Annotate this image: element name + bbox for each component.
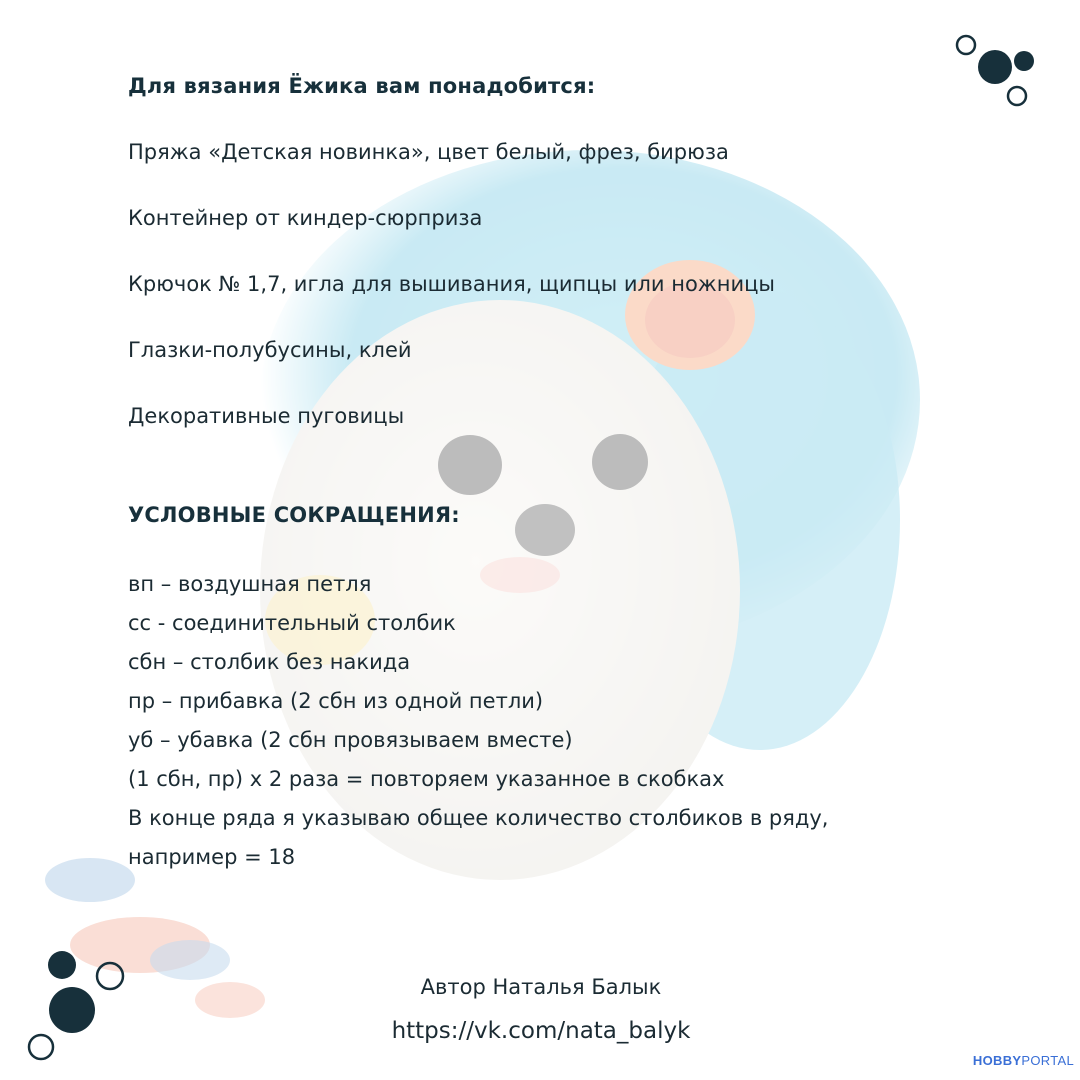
abbreviations-heading: УСЛОВНЫЕ СОКРАЩЕНИЯ: bbox=[128, 503, 460, 527]
abbreviation-item: например = 18 bbox=[128, 845, 296, 869]
materials-item-tools: Крючок № 1,7, игла для вышивания, щипцы или ножницы bbox=[128, 272, 775, 296]
abbreviation-item: сс - соединительный столбик bbox=[128, 611, 456, 635]
decorative-dots-bottom bbox=[22, 945, 132, 1070]
author-link[interactable] bbox=[0, 1018, 1080, 1044]
materials-item-yarn: Пряжа «Детская новинка», цвет белый, фрез, бирюза bbox=[128, 140, 729, 164]
abbreviation-item: сбн – столбик без накида bbox=[128, 650, 411, 674]
author-link-text[interactable]: https://vk.com/nata_balyk bbox=[391, 1018, 691, 1044]
abbreviation-item: пр – прибавка (2 сбн из одной петли) bbox=[128, 689, 544, 713]
abbreviation-item: (1 сбн, пр) х 2 раза = повторяем указанное в скобках bbox=[128, 767, 725, 791]
abbreviations-list bbox=[128, 565, 828, 877]
abbreviation-item: уб – убавка (2 сбн провязываем вместе) bbox=[128, 728, 573, 752]
logo-part-portal: PORTAL bbox=[1021, 1053, 1074, 1068]
decorative-dots-top bbox=[950, 30, 1040, 115]
materials-item-container: Контейнер от киндер-сюрприза bbox=[128, 206, 483, 230]
hobbyportal-logo bbox=[973, 1053, 1074, 1068]
abbreviation-item: В конце ряда я указываю общее количество столбиков в ряду, bbox=[128, 806, 829, 830]
materials-item-buttons: Декоративные пуговицы bbox=[128, 404, 405, 428]
author-credit bbox=[0, 975, 1080, 999]
logo-part-hobby: HOBBY bbox=[972, 1053, 1022, 1068]
materials-item-eyes: Глазки-полубусины, клей bbox=[128, 338, 412, 362]
abbreviation-item: вп – воздушная петля bbox=[128, 572, 372, 596]
materials-heading: Для вязания Ёжика вам понадобится: bbox=[128, 74, 596, 98]
author-name: Автор Наталья Балык bbox=[420, 975, 662, 999]
